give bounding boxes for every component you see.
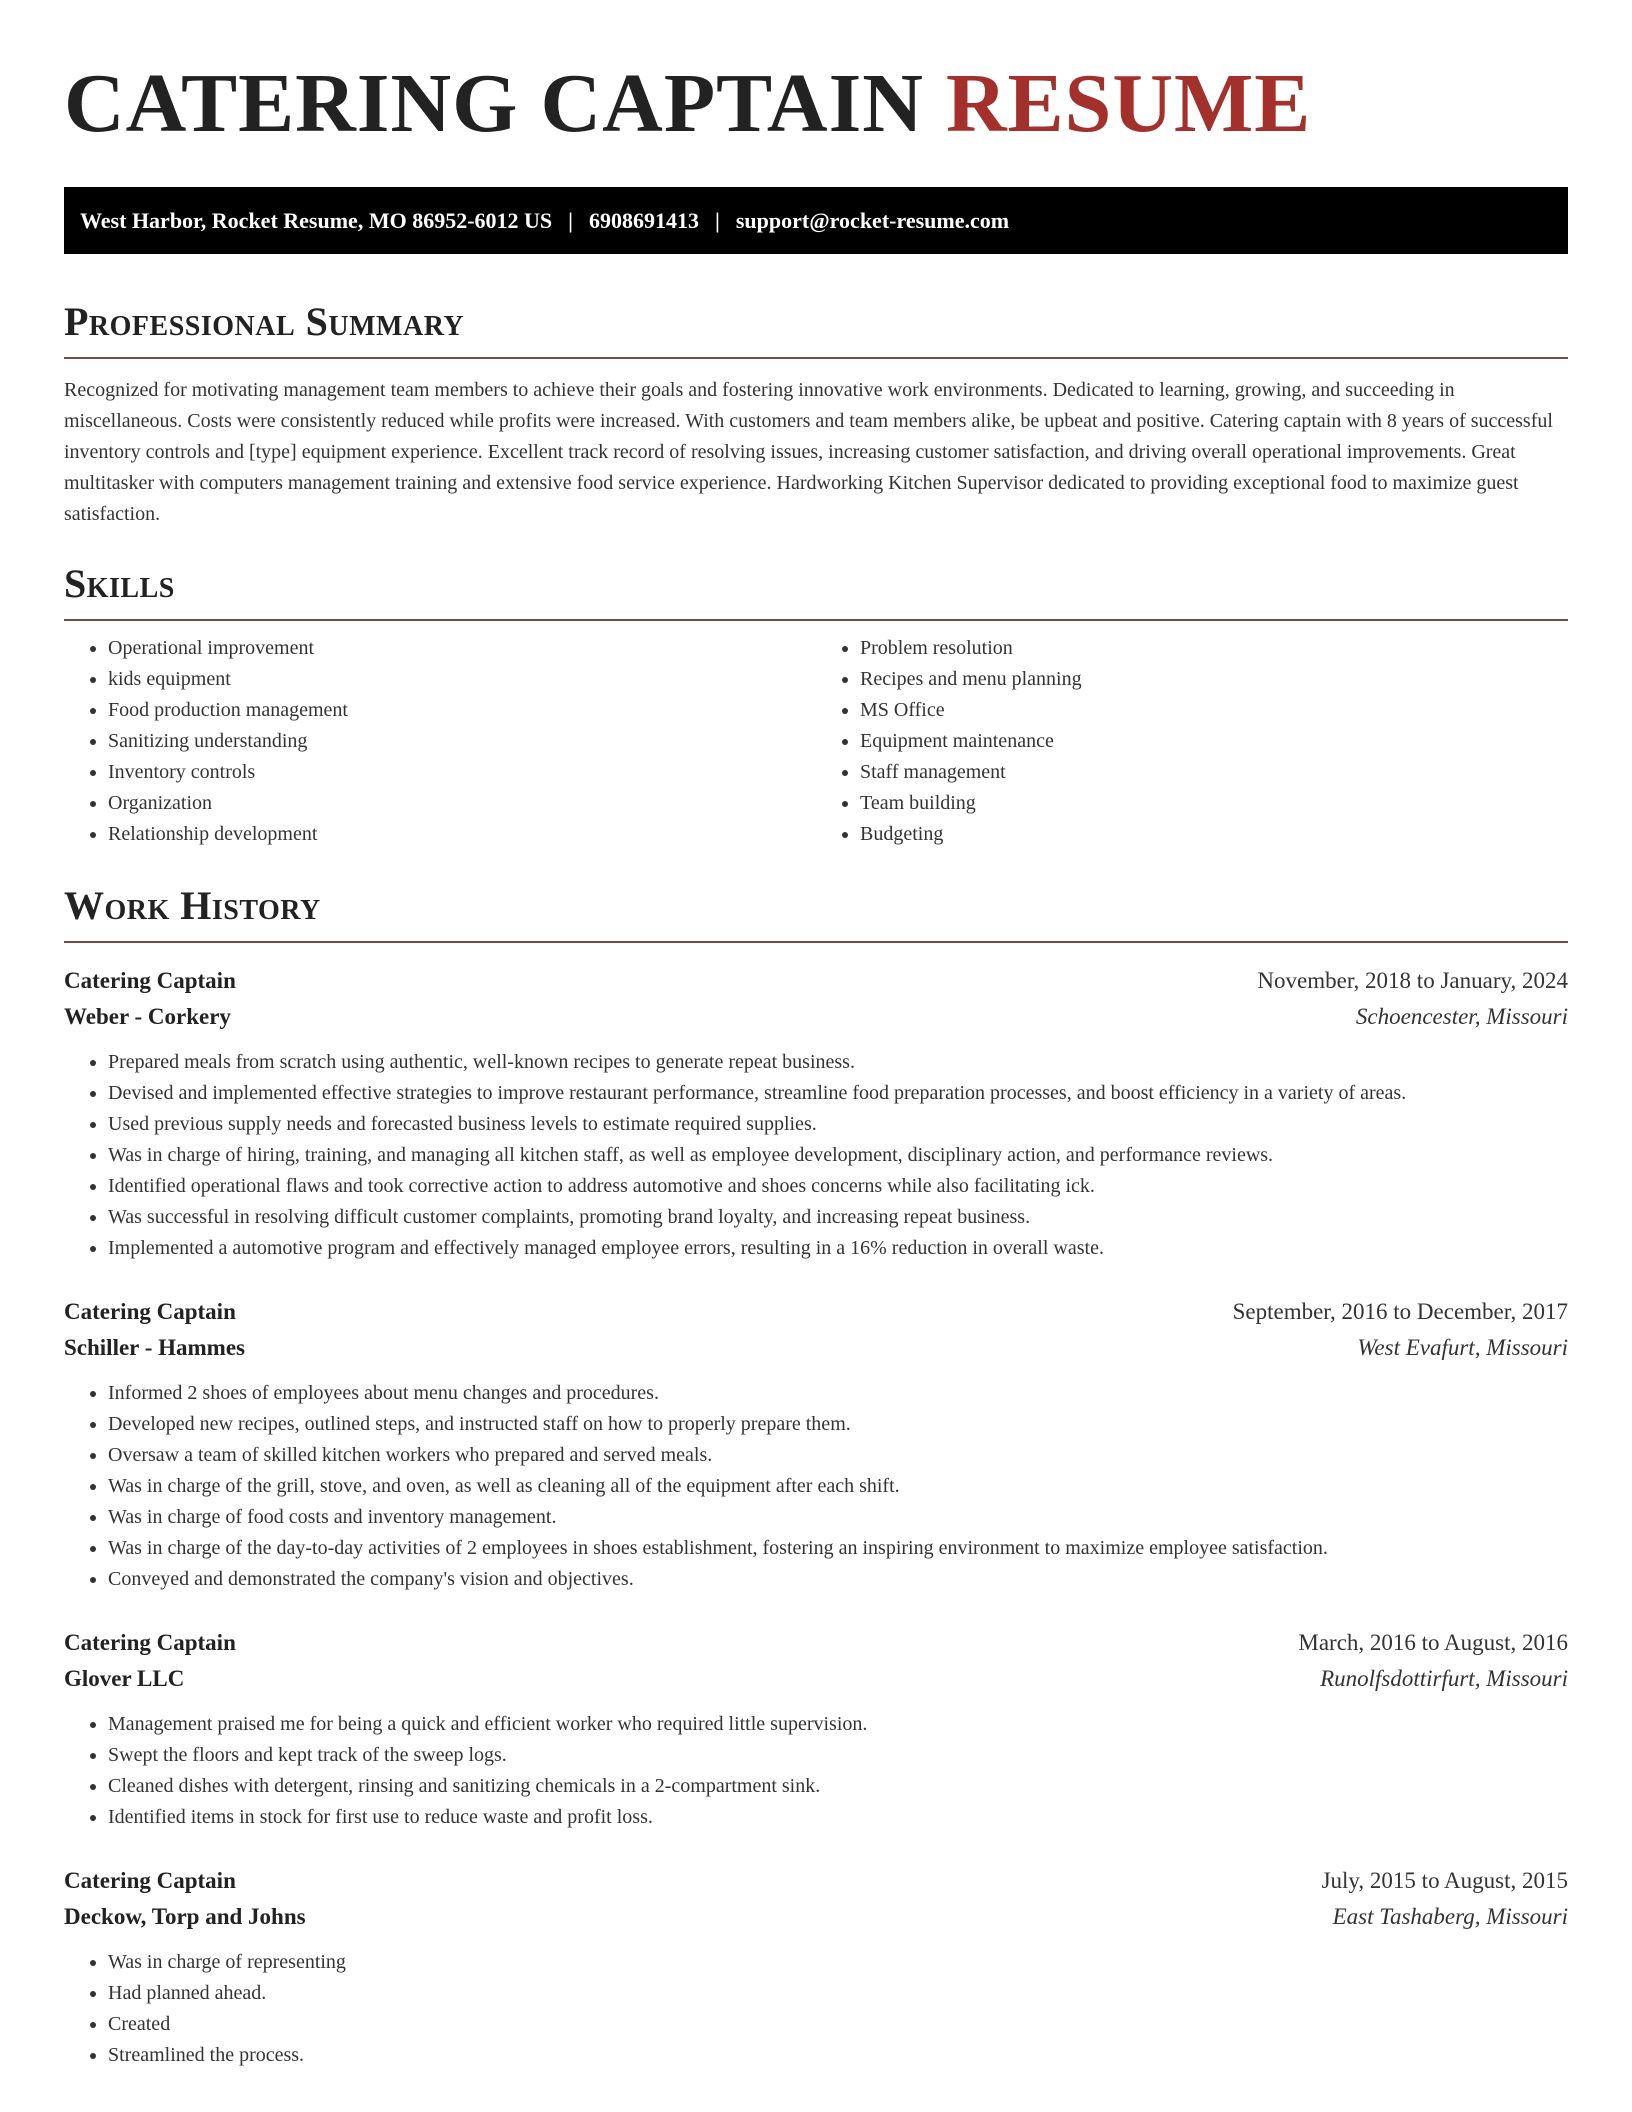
job-location: East Tashaberg, Missouri: [1332, 1904, 1568, 1929]
job-company-row: [64, 1661, 1568, 1697]
section-divider: [64, 357, 1568, 359]
job-company-row: [64, 1330, 1568, 1366]
job-bullet: • Identified items in stock for first use to reduce waste and profit loss.: [108, 1802, 1568, 1833]
skill-item: • Inventory controls: [108, 757, 816, 788]
job-location: Schoencester, Missouri: [1355, 1004, 1568, 1029]
job-bullet: • Streamlined the process.: [108, 2040, 1568, 2071]
contact-email: support@rocket-resume.com: [735, 207, 1010, 233]
job-dates: November, 2018 to January, 2024: [1257, 968, 1568, 993]
skill-item: • Staff management: [860, 757, 1568, 788]
job-bullet: • Used previous supply needs and forecasted business levels to estimate required supplies.: [108, 1109, 1568, 1140]
job-header-row: [64, 1863, 1568, 1899]
job-company: Deckow, Torp and Johns: [64, 1904, 306, 1929]
professional-summary-section: [64, 298, 1568, 530]
title-accent: RESUME: [945, 57, 1312, 150]
job-title: Catering Captain: [64, 1868, 236, 1893]
job-bullet: • Created: [108, 2009, 1568, 2040]
job-entry: [64, 1294, 1568, 1595]
job-title: Catering Captain: [64, 968, 236, 993]
skill-item: • MS Office: [860, 695, 1568, 726]
skill-item: • kids equipment: [108, 664, 816, 695]
job-title: Catering Captain: [64, 1299, 236, 1324]
job-bullet: • Developed new recipes, outlined steps, and instructed staff on how to properly prepare them.: [108, 1409, 1568, 1440]
job-bullet: • Prepared meals from scratch using authentic, well-known recipes to generate repeat business.: [108, 1047, 1568, 1078]
job-location: Runolfsdottirfurt, Missouri: [1320, 1666, 1568, 1691]
summary-text: Recognized for motivating management team members to achieve their goals and fostering innovative work environments. Dedicated to learning, growing, and succeeding in miscellaneous. Costs were consistently reduced while profits were increased. With customers and team members alike, be upbeat and positive. Catering captain with 8 years of successful inventory controls and [type] equipment experience. Excellent track record of resolving issues, increasing customer satisfaction, and driving overall operational improvements. Great multitasker with computers management training and extensive food service experience. Hardworking Kitchen Supervisor dedicated to providing exceptional food to maximize guest satisfaction.: [64, 379, 1553, 525]
section-heading-summary: Professional Summary: [64, 299, 465, 344]
job-bullet: • Was in charge of hiring, training, and managing all kitchen staff, as well as employee development, disciplinary action, and performance reviews.: [108, 1140, 1568, 1171]
job-company: Schiller - Hammes: [64, 1335, 245, 1360]
job-company: Weber - Corkery: [64, 1004, 231, 1029]
job-bullet: • Was successful in resolving difficult customer complaints, promoting brand loyalty, and increasing repeat business.: [108, 1202, 1568, 1233]
job-entry: [64, 1863, 1568, 2071]
skills-grid: [64, 633, 1568, 850]
resume-title: [64, 56, 1568, 152]
job-bullet: • Cleaned dishes with detergent, rinsing and sanitizing chemicals in a 2-compartment sink.: [108, 1771, 1568, 1802]
skill-item: • Organization: [108, 788, 816, 819]
job-bullet: • Swept the floors and kept track of the sweep logs.: [108, 1740, 1568, 1771]
section-divider: [64, 941, 1568, 943]
job-bullet: • Oversaw a team of skilled kitchen workers who prepared and served meals.: [108, 1440, 1568, 1471]
job-bullet: • Management praised me for being a quick and efficient worker who required little supervision.: [108, 1709, 1568, 1740]
job-dates: March, 2016 to August, 2016: [1298, 1630, 1568, 1655]
job-header-row: [64, 963, 1568, 999]
contact-separator: |: [715, 207, 720, 233]
skill-item: • Sanitizing understanding: [108, 726, 816, 757]
job-bullets: [64, 1709, 1568, 1833]
job-bullet: • Was in charge of the day-to-day activities of 2 employees in shoes establishment, fostering an inspiring environment to maximize employee satisfaction.: [108, 1533, 1568, 1564]
skill-item: • Relationship development: [108, 819, 816, 850]
skill-item: • Recipes and menu planning: [860, 664, 1568, 695]
section-heading-work-history: Work History: [64, 883, 321, 928]
job-bullets: [64, 1947, 1568, 2071]
job-bullet: • Was in charge of the grill, stove, and oven, as well as cleaning all of the equipment after each shift.: [108, 1471, 1568, 1502]
skill-item: • Team building: [860, 788, 1568, 819]
job-bullet: • Informed 2 shoes of employees about menu changes and procedures.: [108, 1378, 1568, 1409]
skills-column-right: [816, 633, 1568, 850]
skill-item: • Budgeting: [860, 819, 1568, 850]
job-dates: September, 2016 to December, 2017: [1232, 1299, 1568, 1324]
skill-item: • Problem resolution: [860, 633, 1568, 664]
section-heading-skills: Skills: [64, 561, 175, 606]
job-bullets: [64, 1047, 1568, 1264]
job-dates: July, 2015 to August, 2015: [1321, 1868, 1568, 1893]
skill-item: • Food production management: [108, 695, 816, 726]
job-company: Glover LLC: [64, 1666, 185, 1691]
contact-phone: 6908691413: [589, 207, 699, 233]
contact-address: West Harbor, Rocket Resume, MO 86952-6012 US: [80, 207, 553, 233]
job-company-row: [64, 999, 1568, 1035]
job-header-row: [64, 1294, 1568, 1330]
job-bullet: • Was in charge of food costs and inventory management.: [108, 1502, 1568, 1533]
job-company-row: [64, 1899, 1568, 1935]
skill-item: • Operational improvement: [108, 633, 816, 664]
job-bullets: [64, 1378, 1568, 1595]
job-header-row: [64, 1625, 1568, 1661]
contact-separator: |: [568, 207, 573, 233]
job-entry: [64, 963, 1568, 1264]
job-title: Catering Captain: [64, 1630, 236, 1655]
job-bullet: • Conveyed and demonstrated the company's vision and objectives.: [108, 1564, 1568, 1595]
job-bullet: • Had planned ahead.: [108, 1978, 1568, 2009]
skills-column-left: [64, 633, 816, 850]
job-bullet: • Implemented a automotive program and effectively managed employee errors, resulting in a 16% reduction in overall waste.: [108, 1233, 1568, 1264]
job-bullet: • Was in charge of representing: [108, 1947, 1568, 1978]
skill-item: • Equipment maintenance: [860, 726, 1568, 757]
job-bullet: • Identified operational flaws and took corrective action to address automotive and shoes concerns while also facilitating ick.: [108, 1171, 1568, 1202]
job-entry: [64, 1625, 1568, 1833]
contact-bar: [64, 187, 1568, 254]
work-history-section: [64, 882, 1568, 2071]
job-bullet: • Devised and implemented effective strategies to improve restaurant performance, streamline food preparation processes, and boost efficiency in a variety of areas.: [108, 1078, 1568, 1109]
skills-section: [64, 560, 1568, 850]
title-main: CATERING CAPTAIN: [64, 57, 924, 150]
job-location: West Evafurt, Missouri: [1357, 1335, 1568, 1360]
section-divider: [64, 619, 1568, 621]
